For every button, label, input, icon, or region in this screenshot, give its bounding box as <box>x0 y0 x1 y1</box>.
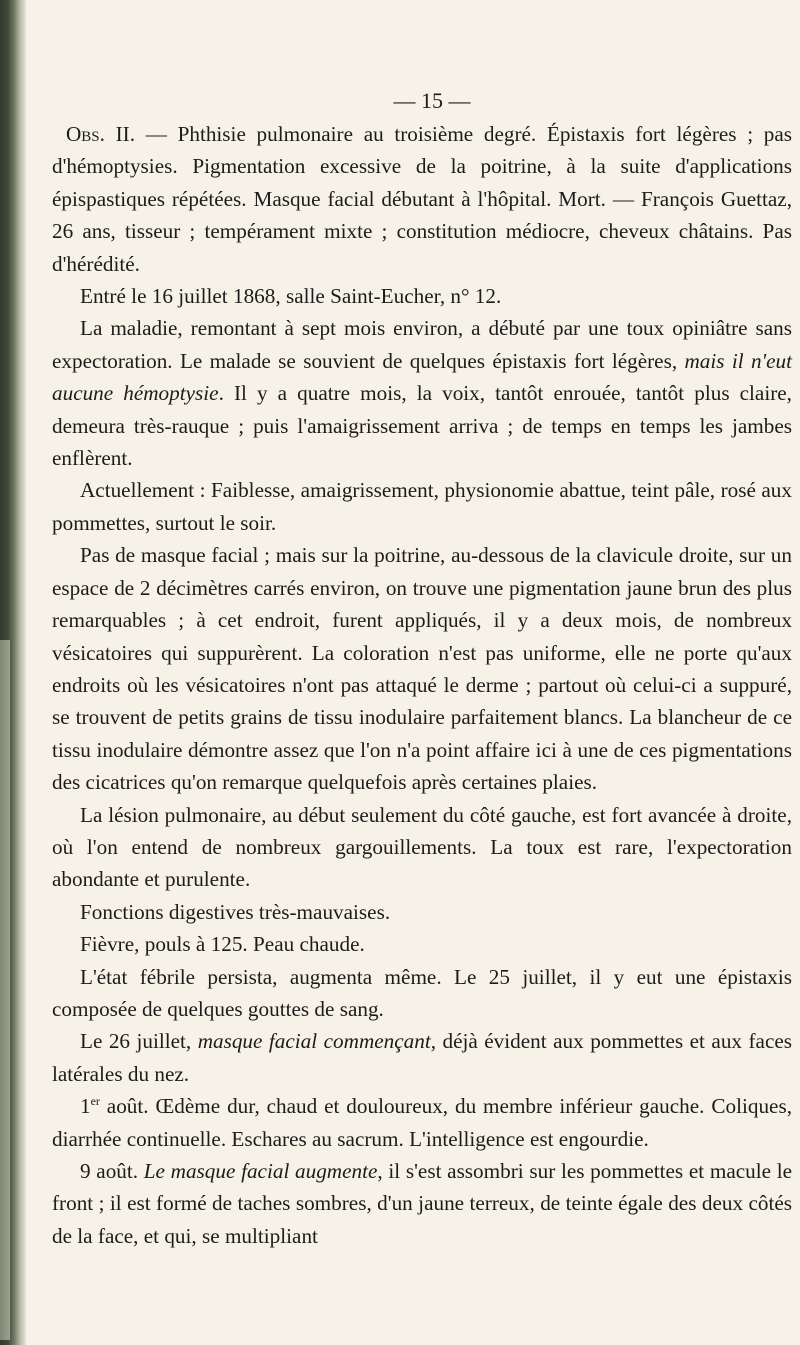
history-emphasis: mais il n'eut aucune hémoptysie <box>52 348 793 406</box>
july-26-text-end: , déjà évident aux pommettes et aux faces latérales du nez. <box>52 1029 792 1086</box>
page-number: — 15 — <box>393 88 471 113</box>
july-26-emphasis: masque facial commençant <box>197 1029 431 1054</box>
paragraph-digestion: Fonctions digestives très-mauvaises. <box>80 899 391 924</box>
august-1-text: août. Œdème dur, chaud et douloureux, du membre inférieur gauche. Coliques, diarrhée continuelle. Eschares au sacrum. L'intelligence est engourdie. <box>52 1094 792 1151</box>
paragraph-current-state: Actuellement : Faiblesse, amaigrissement, physionomie abattue, teint pâle, rosé aux pommettes, surtout le soir. <box>52 478 792 535</box>
page-binding-highlight <box>0 640 10 1340</box>
paragraph-history <box>52 312 792 474</box>
paragraph-lung-lesion: La lésion pulmonaire, au début seulement du côté gauche, est fort avancée à droite, où l'on entend de nombreux gargouillements. La toux est rare, l'expectoration abondante et purulente. <box>52 802 792 892</box>
observation-header <box>52 118 792 280</box>
page-text <box>52 86 792 1252</box>
observation-summary: — Phthisie pulmonaire au troisième degré. Épistaxis fort légères ; pas d'hémoptysies. Pigmentation excessive de la poitrine, à la suite d'applications épispastiques répétées. Masque facial débutant à l'hôpital. Mort. — François Guettaz, 26 ans, tisseur ; tempérament mixte ; constitution médiocre, cheveux châtains. Pas d'hérédité. <box>52 122 792 276</box>
history-text-end: . Il y a quatre mois, la voix, tantôt enrouée, tantôt plus claire, demeura très-rauque ; puis l'amaigrissement arriva ; de temps en temps les jambes enflèrent. <box>52 381 792 471</box>
august-9-emphasis: Le masque facial augmente <box>143 1159 378 1183</box>
paragraph-august-9 <box>52 1155 792 1252</box>
august-9-text-end: , il s'est assombri sur les pommettes et macule le front ; il est formé de taches sombres, d'un jaune terreux, de teinte égale des deux côtés de la face, et qui, se multipliant <box>52 1159 792 1248</box>
august-1-day: 1 <box>80 1094 91 1119</box>
paragraph-august-1 <box>52 1090 792 1155</box>
paragraph-fever: Fièvre, pouls à 125. Peau chaude. <box>80 932 365 957</box>
observation-label: Obs. II. <box>66 122 136 146</box>
history-text-start: La maladie, remontant à sept mois environ, a débuté par une toux opiniâtre sans expectoration. Le malade se souvient de quelques épistaxis fort légères, <box>52 316 792 373</box>
paragraph-admission: Entré le 16 juillet 1868, salle Saint-Eucher, n° 12. <box>80 284 502 309</box>
august-1-ordinal: er <box>90 1094 100 1109</box>
paragraph-july-26 <box>52 1025 792 1090</box>
paragraph-july-25: L'état fébrile persista, augmenta même. Le 25 juillet, il y eut une épistaxis composée de quelques gouttes de sang. <box>52 964 792 1021</box>
paragraph-pigmentation: Pas de masque facial ; mais sur la poitrine, au-dessous de la clavicule droite, sur un espace de 2 décimètres carrés environ, on trouve une pigmentation jaune brun des plus remarquables ; à cet endroit, furent appliqués, il y a deux mois, de nombreux vésicatoires qui suppurèrent. La coloration n'est pas uniforme, elle ne porte qu'aux endroits où les vésicatoires n'ont pas attaqué le derme ; partout où celui-ci a suppuré, se trouvent de petits grains de tissu inodulaire parfaitement blancs. La blancheur de ce tissu inodulaire démontre assez que l'on n'a point affaire ici à une de ces pigmentations des cicatrices qu'on remarque quelquefois après certaines plaies. <box>52 543 792 795</box>
august-9-text-start: 9 août. <box>80 1159 144 1183</box>
july-26-text-start: Le 26 juillet, <box>80 1029 198 1054</box>
